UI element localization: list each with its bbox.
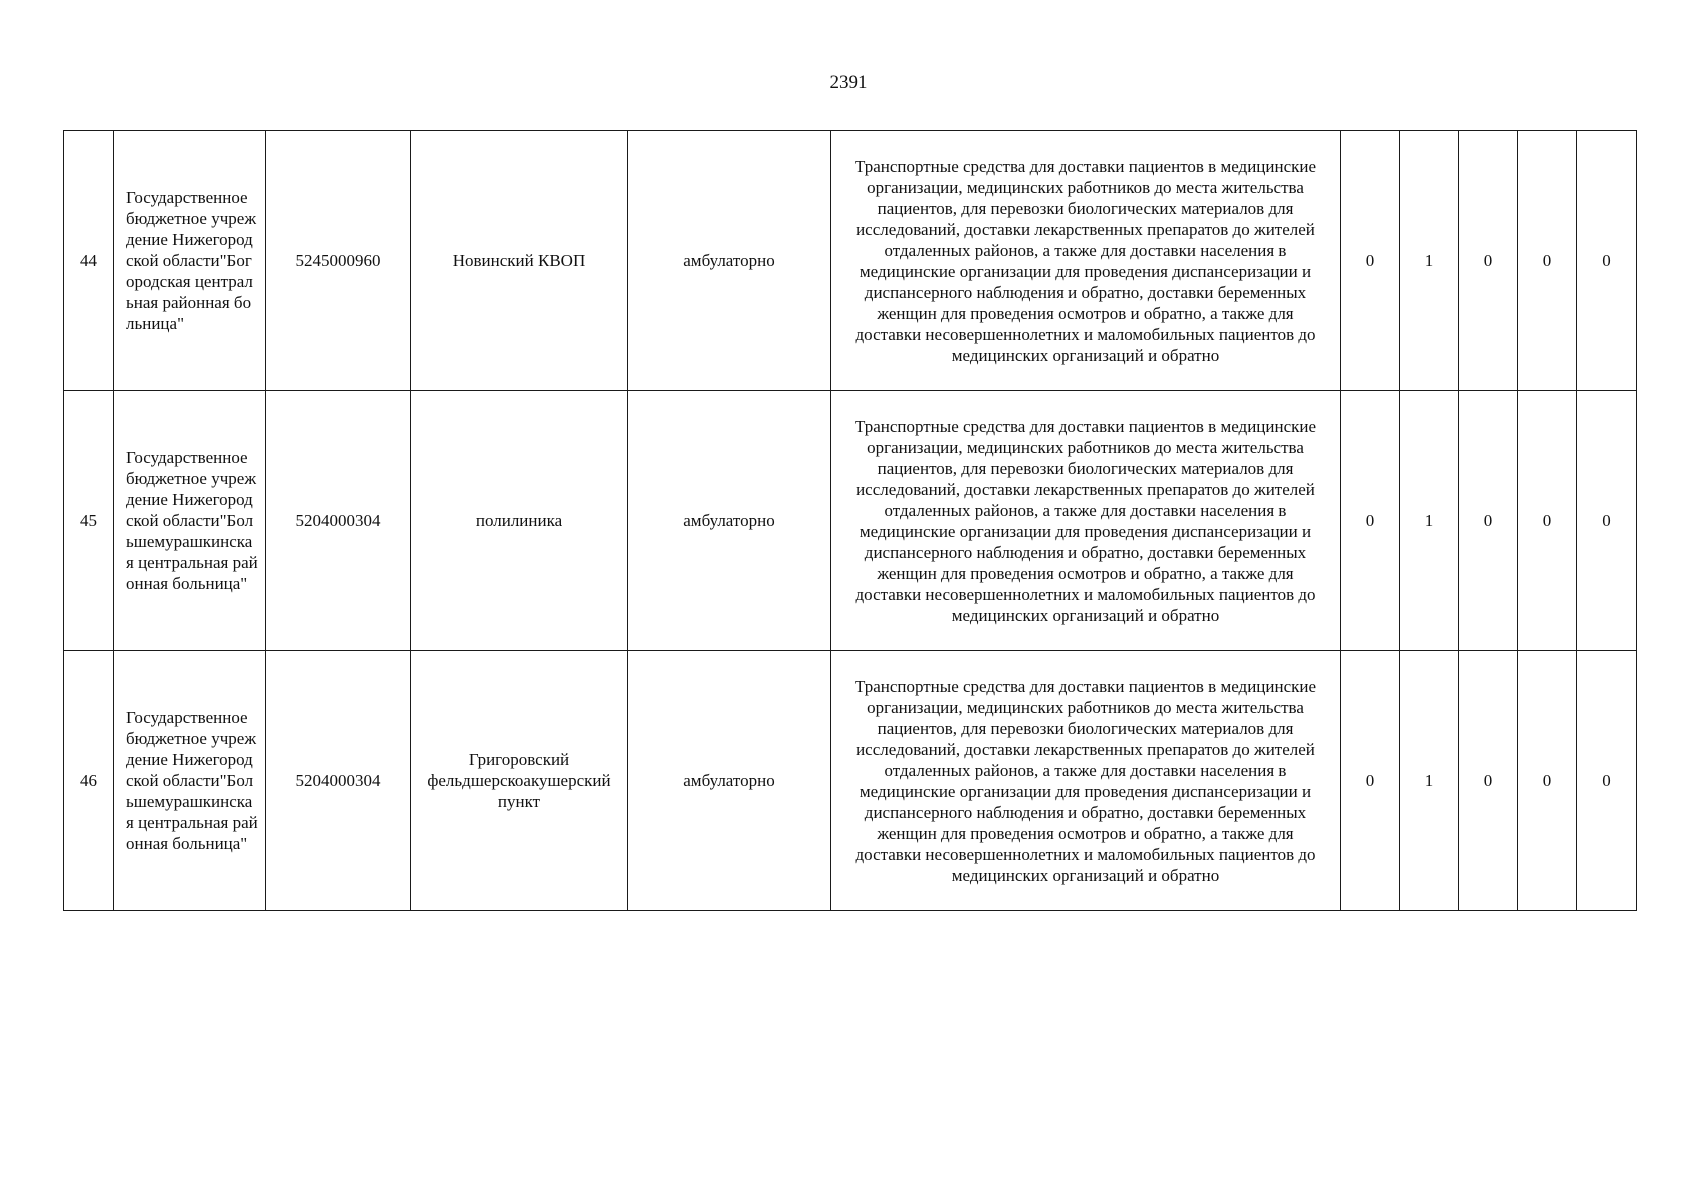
- value-cell-4: 0: [1518, 651, 1577, 911]
- page-number: 2391: [829, 72, 868, 93]
- description-cell: Транспортные средства для доставки пациентов в медицинские организации, медицинских работников до места жительства пациентов, для перевозки биологических материалов для исследований, доставки лекарственных препаратов до жителей отдаленных районов, а также для доставки населения в медицинские организации для проведения диспансеризации и диспансерного наблюдения и обратно, доставки беременных женщин для проведения осмотров и обратно, а также для доставки несовершеннолетних и маломобильных пациентов до медицинских организаций и обратно: [831, 391, 1341, 651]
- value-cell-2: 1: [1400, 391, 1459, 651]
- description-cell: Транспортные средства для доставки пациентов в медицинские организации, медицинских работников до места жительства пациентов, для перевозки биологических материалов для исследований, доставки лекарственных препаратов до жителей отдаленных районов, а также для доставки населения в медицинские организации для проведения диспансеризации и диспансерного наблюдения и обратно, доставки беременных женщин для проведения осмотров и обратно, а также для доставки несовершеннолетних и маломобильных пациентов до медицинских организаций и обратно: [831, 131, 1341, 391]
- unit-cell: Григоровский фельдшерскоакушерский пункт: [411, 651, 628, 911]
- table-row: [64, 651, 1637, 911]
- care-type-cell: амбулаторно: [628, 391, 831, 651]
- value-cell-1: 0: [1341, 131, 1400, 391]
- organization-cell: Государственное бюджетное учреждение Нижегородской области"Большемурашкинская центральная районная больница": [114, 391, 266, 651]
- value-cell-3: 0: [1459, 131, 1518, 391]
- value-cell-5: 0: [1577, 391, 1637, 651]
- value-cell-4: 0: [1518, 391, 1577, 651]
- table-row: [64, 391, 1637, 651]
- data-table: [63, 130, 1637, 911]
- organization-cell: Государственное бюджетное учреждение Нижегородской области"Большемурашкинская центральная районная больница": [114, 651, 266, 911]
- care-type-cell: амбулаторно: [628, 131, 831, 391]
- row-number: 46: [64, 651, 114, 911]
- table-row: [64, 131, 1637, 391]
- unit-cell: Новинский КВОП: [411, 131, 628, 391]
- value-cell-3: 0: [1459, 651, 1518, 911]
- value-cell-1: 0: [1341, 391, 1400, 651]
- value-cell-2: 1: [1400, 651, 1459, 911]
- value-cell-4: 0: [1518, 131, 1577, 391]
- unit-cell: полилиника: [411, 391, 628, 651]
- row-number: 45: [64, 391, 114, 651]
- value-cell-5: 0: [1577, 651, 1637, 911]
- care-type-cell: амбулаторно: [628, 651, 831, 911]
- description-cell: Транспортные средства для доставки пациентов в медицинские организации, медицинских работников до места жительства пациентов, для перевозки биологических материалов для исследований, доставки лекарственных препаратов до жителей отдаленных районов, а также для доставки населения в медицинские организации для проведения диспансеризации и диспансерного наблюдения и обратно, доставки беременных женщин для проведения осмотров и обратно, а также для доставки несовершеннолетних и маломобильных пациентов до медицинских организаций и обратно: [831, 651, 1341, 911]
- value-cell-3: 0: [1459, 391, 1518, 651]
- organization-cell: Государственное бюджетное учреждение Нижегородской области"Богородская центральная районная больница": [114, 131, 266, 391]
- value-cell-2: 1: [1400, 131, 1459, 391]
- inn-cell: 5204000304: [266, 651, 411, 911]
- inn-cell: 5204000304: [266, 391, 411, 651]
- value-cell-5: 0: [1577, 131, 1637, 391]
- inn-cell: 5245000960: [266, 131, 411, 391]
- row-number: 44: [64, 131, 114, 391]
- value-cell-1: 0: [1341, 651, 1400, 911]
